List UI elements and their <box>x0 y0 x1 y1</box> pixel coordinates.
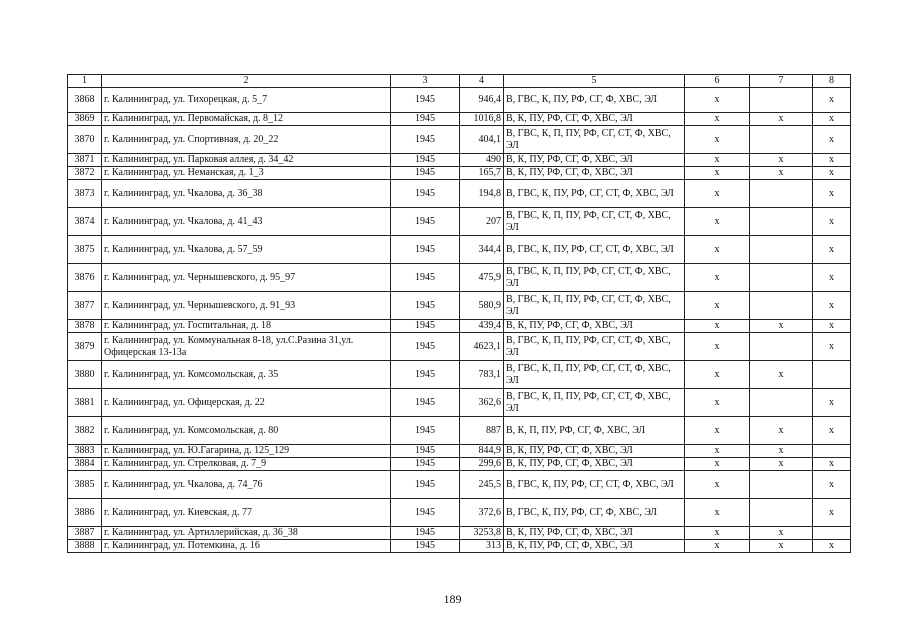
area-cell: 887 <box>460 417 504 445</box>
mark-col6-cell: x <box>685 88 750 113</box>
year-built-cell: 1945 <box>391 540 460 553</box>
row-number-cell: 3876 <box>68 264 102 292</box>
table-row <box>68 540 851 553</box>
table-row <box>68 471 851 499</box>
systems-cell: В, К, ПУ, РФ, СГ, Ф, ХВС, ЭЛ <box>504 540 685 553</box>
mark-col8-cell: x <box>813 292 851 320</box>
row-number-cell: 3888 <box>68 540 102 553</box>
address-cell: г. Калининград, ул. Чкалова, д. 57_59 <box>102 236 391 264</box>
col-header-6: 6 <box>685 75 750 88</box>
address-cell: г. Калининград, ул. Первомайская, д. 8_12 <box>102 113 391 126</box>
table-row <box>68 264 851 292</box>
table-row <box>68 208 851 236</box>
year-built-cell: 1945 <box>391 445 460 458</box>
mark-col8-cell: x <box>813 208 851 236</box>
address-cell: г. Калининград, ул. Ю.Гагарина, д. 125_129 <box>102 445 391 458</box>
table-row <box>68 88 851 113</box>
mark-col7-cell: x <box>750 540 813 553</box>
table-row <box>68 445 851 458</box>
systems-cell: В, ГВС, К, ПУ, РФ, СГ, СТ, Ф, ХВС, ЭЛ <box>504 471 685 499</box>
table-row <box>68 126 851 154</box>
systems-cell: В, К, ПУ, РФ, СГ, Ф, ХВС, ЭЛ <box>504 113 685 126</box>
mark-col7-cell <box>750 292 813 320</box>
row-number-cell: 3880 <box>68 361 102 389</box>
year-built-cell: 1945 <box>391 333 460 361</box>
area-cell: 1016,8 <box>460 113 504 126</box>
address-cell: г. Калининград, ул. Комсомольская, д. 35 <box>102 361 391 389</box>
year-built-cell: 1945 <box>391 180 460 208</box>
address-cell: г. Калининград, ул. Комсомольская, д. 80 <box>102 417 391 445</box>
row-number-cell: 3877 <box>68 292 102 320</box>
row-number-cell: 3886 <box>68 499 102 527</box>
systems-cell: В, ГВС, К, П, ПУ, РФ, СГ, СТ, Ф, ХВС, ЭЛ <box>504 208 685 236</box>
year-built-cell: 1945 <box>391 154 460 167</box>
mark-col8-cell: x <box>813 458 851 471</box>
mark-col6-cell: x <box>685 361 750 389</box>
area-cell: 783,1 <box>460 361 504 389</box>
table-row <box>68 113 851 126</box>
year-built-cell: 1945 <box>391 471 460 499</box>
table-row <box>68 389 851 417</box>
row-number-cell: 3881 <box>68 389 102 417</box>
mark-col8-cell: x <box>813 320 851 333</box>
systems-cell: В, К, ПУ, РФ, СГ, Ф, ХВС, ЭЛ <box>504 445 685 458</box>
systems-cell: В, ГВС, К, П, ПУ, РФ, СГ, СТ, Ф, ХВС, ЭЛ <box>504 333 685 361</box>
mark-col7-cell <box>750 126 813 154</box>
mark-col8-cell: x <box>813 126 851 154</box>
mark-col8-cell: x <box>813 389 851 417</box>
systems-cell: В, ГВС, К, П, ПУ, РФ, СГ, СТ, Ф, ХВС, ЭЛ <box>504 389 685 417</box>
year-built-cell: 1945 <box>391 236 460 264</box>
col-header-4: 4 <box>460 75 504 88</box>
year-built-cell: 1945 <box>391 208 460 236</box>
mark-col6-cell: x <box>685 167 750 180</box>
area-cell: 245,5 <box>460 471 504 499</box>
mark-col7-cell <box>750 180 813 208</box>
page-number: 189 <box>443 592 462 606</box>
systems-cell: В, К, ПУ, РФ, СГ, Ф, ХВС, ЭЛ <box>504 154 685 167</box>
row-number-cell: 3873 <box>68 180 102 208</box>
col-header-2: 2 <box>102 75 391 88</box>
systems-cell: В, ГВС, К, ПУ, РФ, СГ, Ф, ХВС, ЭЛ <box>504 499 685 527</box>
mark-col8-cell: x <box>813 499 851 527</box>
mark-col8-cell: x <box>813 471 851 499</box>
header-row <box>68 75 851 88</box>
row-number-cell: 3871 <box>68 154 102 167</box>
year-built-cell: 1945 <box>391 113 460 126</box>
area-cell: 3253,8 <box>460 527 504 540</box>
mark-col6-cell: x <box>685 292 750 320</box>
mark-col6-cell: x <box>685 499 750 527</box>
col-header-7: 7 <box>750 75 813 88</box>
row-number-cell: 3887 <box>68 527 102 540</box>
mark-col7-cell <box>750 471 813 499</box>
mark-col6-cell: x <box>685 333 750 361</box>
address-cell: г. Калининград, ул. Чкалова, д. 36_38 <box>102 180 391 208</box>
mark-col7-cell: x <box>750 445 813 458</box>
mark-col6-cell: x <box>685 180 750 208</box>
area-cell: 372,6 <box>460 499 504 527</box>
table-row <box>68 292 851 320</box>
systems-cell: В, ГВС, К, П, ПУ, РФ, СГ, СТ, Ф, ХВС, ЭЛ <box>504 292 685 320</box>
table-row <box>68 499 851 527</box>
area-cell: 475,9 <box>460 264 504 292</box>
address-cell: г. Калининград, ул. Чкалова, д. 41_43 <box>102 208 391 236</box>
col-header-3: 3 <box>391 75 460 88</box>
year-built-cell: 1945 <box>391 292 460 320</box>
systems-cell: В, К, ПУ, РФ, СГ, Ф, ХВС, ЭЛ <box>504 527 685 540</box>
mark-col8-cell: x <box>813 417 851 445</box>
mark-col7-cell <box>750 333 813 361</box>
systems-cell: В, ГВС, К, ПУ, РФ, СГ, СТ, Ф, ХВС, ЭЛ <box>504 180 685 208</box>
row-number-cell: 3870 <box>68 126 102 154</box>
area-cell: 194,8 <box>460 180 504 208</box>
systems-cell: В, ГВС, К, П, ПУ, РФ, СГ, СТ, Ф, ХВС, ЭЛ <box>504 264 685 292</box>
mark-col7-cell <box>750 208 813 236</box>
area-cell: 4623,1 <box>460 333 504 361</box>
address-cell: г. Калининград, ул. Артиллерийская, д. 36_38 <box>102 527 391 540</box>
mark-col7-cell <box>750 499 813 527</box>
year-built-cell: 1945 <box>391 320 460 333</box>
area-cell: 313 <box>460 540 504 553</box>
mark-col6-cell: x <box>685 417 750 445</box>
address-cell: г. Калининград, ул. Потемкина, д. 16 <box>102 540 391 553</box>
mark-col7-cell: x <box>750 167 813 180</box>
mark-col8-cell <box>813 361 851 389</box>
mark-col8-cell: x <box>813 113 851 126</box>
mark-col6-cell: x <box>685 113 750 126</box>
table-row <box>68 154 851 167</box>
col-header-8: 8 <box>813 75 851 88</box>
area-cell: 580,9 <box>460 292 504 320</box>
address-cell: г. Калининград, ул. Неманская, д. 1_3 <box>102 167 391 180</box>
row-number-cell: 3869 <box>68 113 102 126</box>
mark-col6-cell: x <box>685 527 750 540</box>
systems-cell: В, ГВС, К, П, ПУ, РФ, СГ, СТ, Ф, ХВС, ЭЛ <box>504 126 685 154</box>
address-cell: г. Калининград, ул. Коммунальная 8-18, ул.С.Разина 31,ул. Офицерская 13-13а <box>102 333 391 361</box>
table-row <box>68 361 851 389</box>
table-row <box>68 167 851 180</box>
area-cell: 844,9 <box>460 445 504 458</box>
mark-col7-cell: x <box>750 320 813 333</box>
row-number-cell: 3875 <box>68 236 102 264</box>
mark-col7-cell: x <box>750 458 813 471</box>
year-built-cell: 1945 <box>391 361 460 389</box>
year-built-cell: 1945 <box>391 167 460 180</box>
mark-col8-cell: x <box>813 264 851 292</box>
mark-col8-cell <box>813 527 851 540</box>
systems-cell: В, К, ПУ, РФ, СГ, Ф, ХВС, ЭЛ <box>504 320 685 333</box>
systems-cell: В, ГВС, К, ПУ, РФ, СГ, СТ, Ф, ХВС, ЭЛ <box>504 236 685 264</box>
table-row <box>68 320 851 333</box>
table-row <box>68 333 851 361</box>
mark-col8-cell: x <box>813 236 851 264</box>
systems-cell: В, ГВС, К, ПУ, РФ, СГ, Ф, ХВС, ЭЛ <box>504 88 685 113</box>
area-cell: 344,4 <box>460 236 504 264</box>
table-row <box>68 527 851 540</box>
address-cell: г. Калининград, ул. Парковая аллея, д. 34_42 <box>102 154 391 167</box>
row-number-cell: 3884 <box>68 458 102 471</box>
mark-col7-cell <box>750 264 813 292</box>
systems-cell: В, К, П, ПУ, РФ, СГ, Ф, ХВС, ЭЛ <box>504 417 685 445</box>
year-built-cell: 1945 <box>391 417 460 445</box>
year-built-cell: 1945 <box>391 126 460 154</box>
area-cell: 404,1 <box>460 126 504 154</box>
address-cell: г. Калининград, ул. Госпитальная, д. 18 <box>102 320 391 333</box>
mark-col6-cell: x <box>685 154 750 167</box>
mark-col8-cell: x <box>813 154 851 167</box>
area-cell: 946,4 <box>460 88 504 113</box>
mark-col6-cell: x <box>685 540 750 553</box>
row-number-cell: 3885 <box>68 471 102 499</box>
year-built-cell: 1945 <box>391 88 460 113</box>
table-row <box>68 458 851 471</box>
mark-col8-cell: x <box>813 333 851 361</box>
row-number-cell: 3868 <box>68 88 102 113</box>
mark-col8-cell: x <box>813 88 851 113</box>
address-cell: г. Калининград, ул. Тихорецкая, д. 5_7 <box>102 88 391 113</box>
mark-col6-cell: x <box>685 126 750 154</box>
table-row <box>68 236 851 264</box>
mark-col8-cell: x <box>813 180 851 208</box>
col-header-1: 1 <box>68 75 102 88</box>
area-cell: 490 <box>460 154 504 167</box>
mark-col7-cell <box>750 236 813 264</box>
mark-col7-cell <box>750 88 813 113</box>
row-number-cell: 3879 <box>68 333 102 361</box>
systems-cell: В, К, ПУ, РФ, СГ, Ф, ХВС, ЭЛ <box>504 167 685 180</box>
row-number-cell: 3872 <box>68 167 102 180</box>
mark-col7-cell: x <box>750 361 813 389</box>
mark-col7-cell: x <box>750 527 813 540</box>
mark-col7-cell <box>750 389 813 417</box>
address-cell: г. Калининград, ул. Спортивная, д. 20_22 <box>102 126 391 154</box>
area-cell: 207 <box>460 208 504 236</box>
address-cell: г. Калининград, ул. Чернышевского, д. 91_93 <box>102 292 391 320</box>
address-cell: г. Калининград, ул. Офицерская, д. 22 <box>102 389 391 417</box>
row-number-cell: 3882 <box>68 417 102 445</box>
year-built-cell: 1945 <box>391 264 460 292</box>
mark-col6-cell: x <box>685 320 750 333</box>
area-cell: 299,6 <box>460 458 504 471</box>
systems-cell: В, К, ПУ, РФ, СГ, Ф, ХВС, ЭЛ <box>504 458 685 471</box>
year-built-cell: 1945 <box>391 458 460 471</box>
table-row <box>68 180 851 208</box>
mark-col7-cell: x <box>750 154 813 167</box>
year-built-cell: 1945 <box>391 527 460 540</box>
mark-col6-cell: x <box>685 264 750 292</box>
mark-col8-cell: x <box>813 540 851 553</box>
mark-col8-cell <box>813 445 851 458</box>
area-cell: 439,4 <box>460 320 504 333</box>
mark-col7-cell: x <box>750 417 813 445</box>
row-number-cell: 3874 <box>68 208 102 236</box>
address-cell: г. Калининград, ул. Стрелковая, д. 7_9 <box>102 458 391 471</box>
year-built-cell: 1945 <box>391 499 460 527</box>
col-header-5: 5 <box>504 75 685 88</box>
table-row <box>68 417 851 445</box>
address-cell: г. Калининград, ул. Киевская, д. 77 <box>102 499 391 527</box>
row-number-cell: 3878 <box>68 320 102 333</box>
address-cell: г. Калининград, ул. Чернышевского, д. 95_97 <box>102 264 391 292</box>
mark-col6-cell: x <box>685 471 750 499</box>
mark-col6-cell: x <box>685 445 750 458</box>
area-cell: 362,6 <box>460 389 504 417</box>
row-number-cell: 3883 <box>68 445 102 458</box>
mark-col8-cell: x <box>813 167 851 180</box>
mark-col6-cell: x <box>685 458 750 471</box>
mark-col7-cell: x <box>750 113 813 126</box>
area-cell: 165,7 <box>460 167 504 180</box>
mark-col6-cell: x <box>685 389 750 417</box>
mark-col6-cell: x <box>685 236 750 264</box>
systems-cell: В, ГВС, К, П, ПУ, РФ, СГ, СТ, Ф, ХВС, ЭЛ <box>504 361 685 389</box>
mark-col6-cell: x <box>685 208 750 236</box>
year-built-cell: 1945 <box>391 389 460 417</box>
address-cell: г. Калининград, ул. Чкалова, д. 74_76 <box>102 471 391 499</box>
register-table <box>67 74 851 553</box>
